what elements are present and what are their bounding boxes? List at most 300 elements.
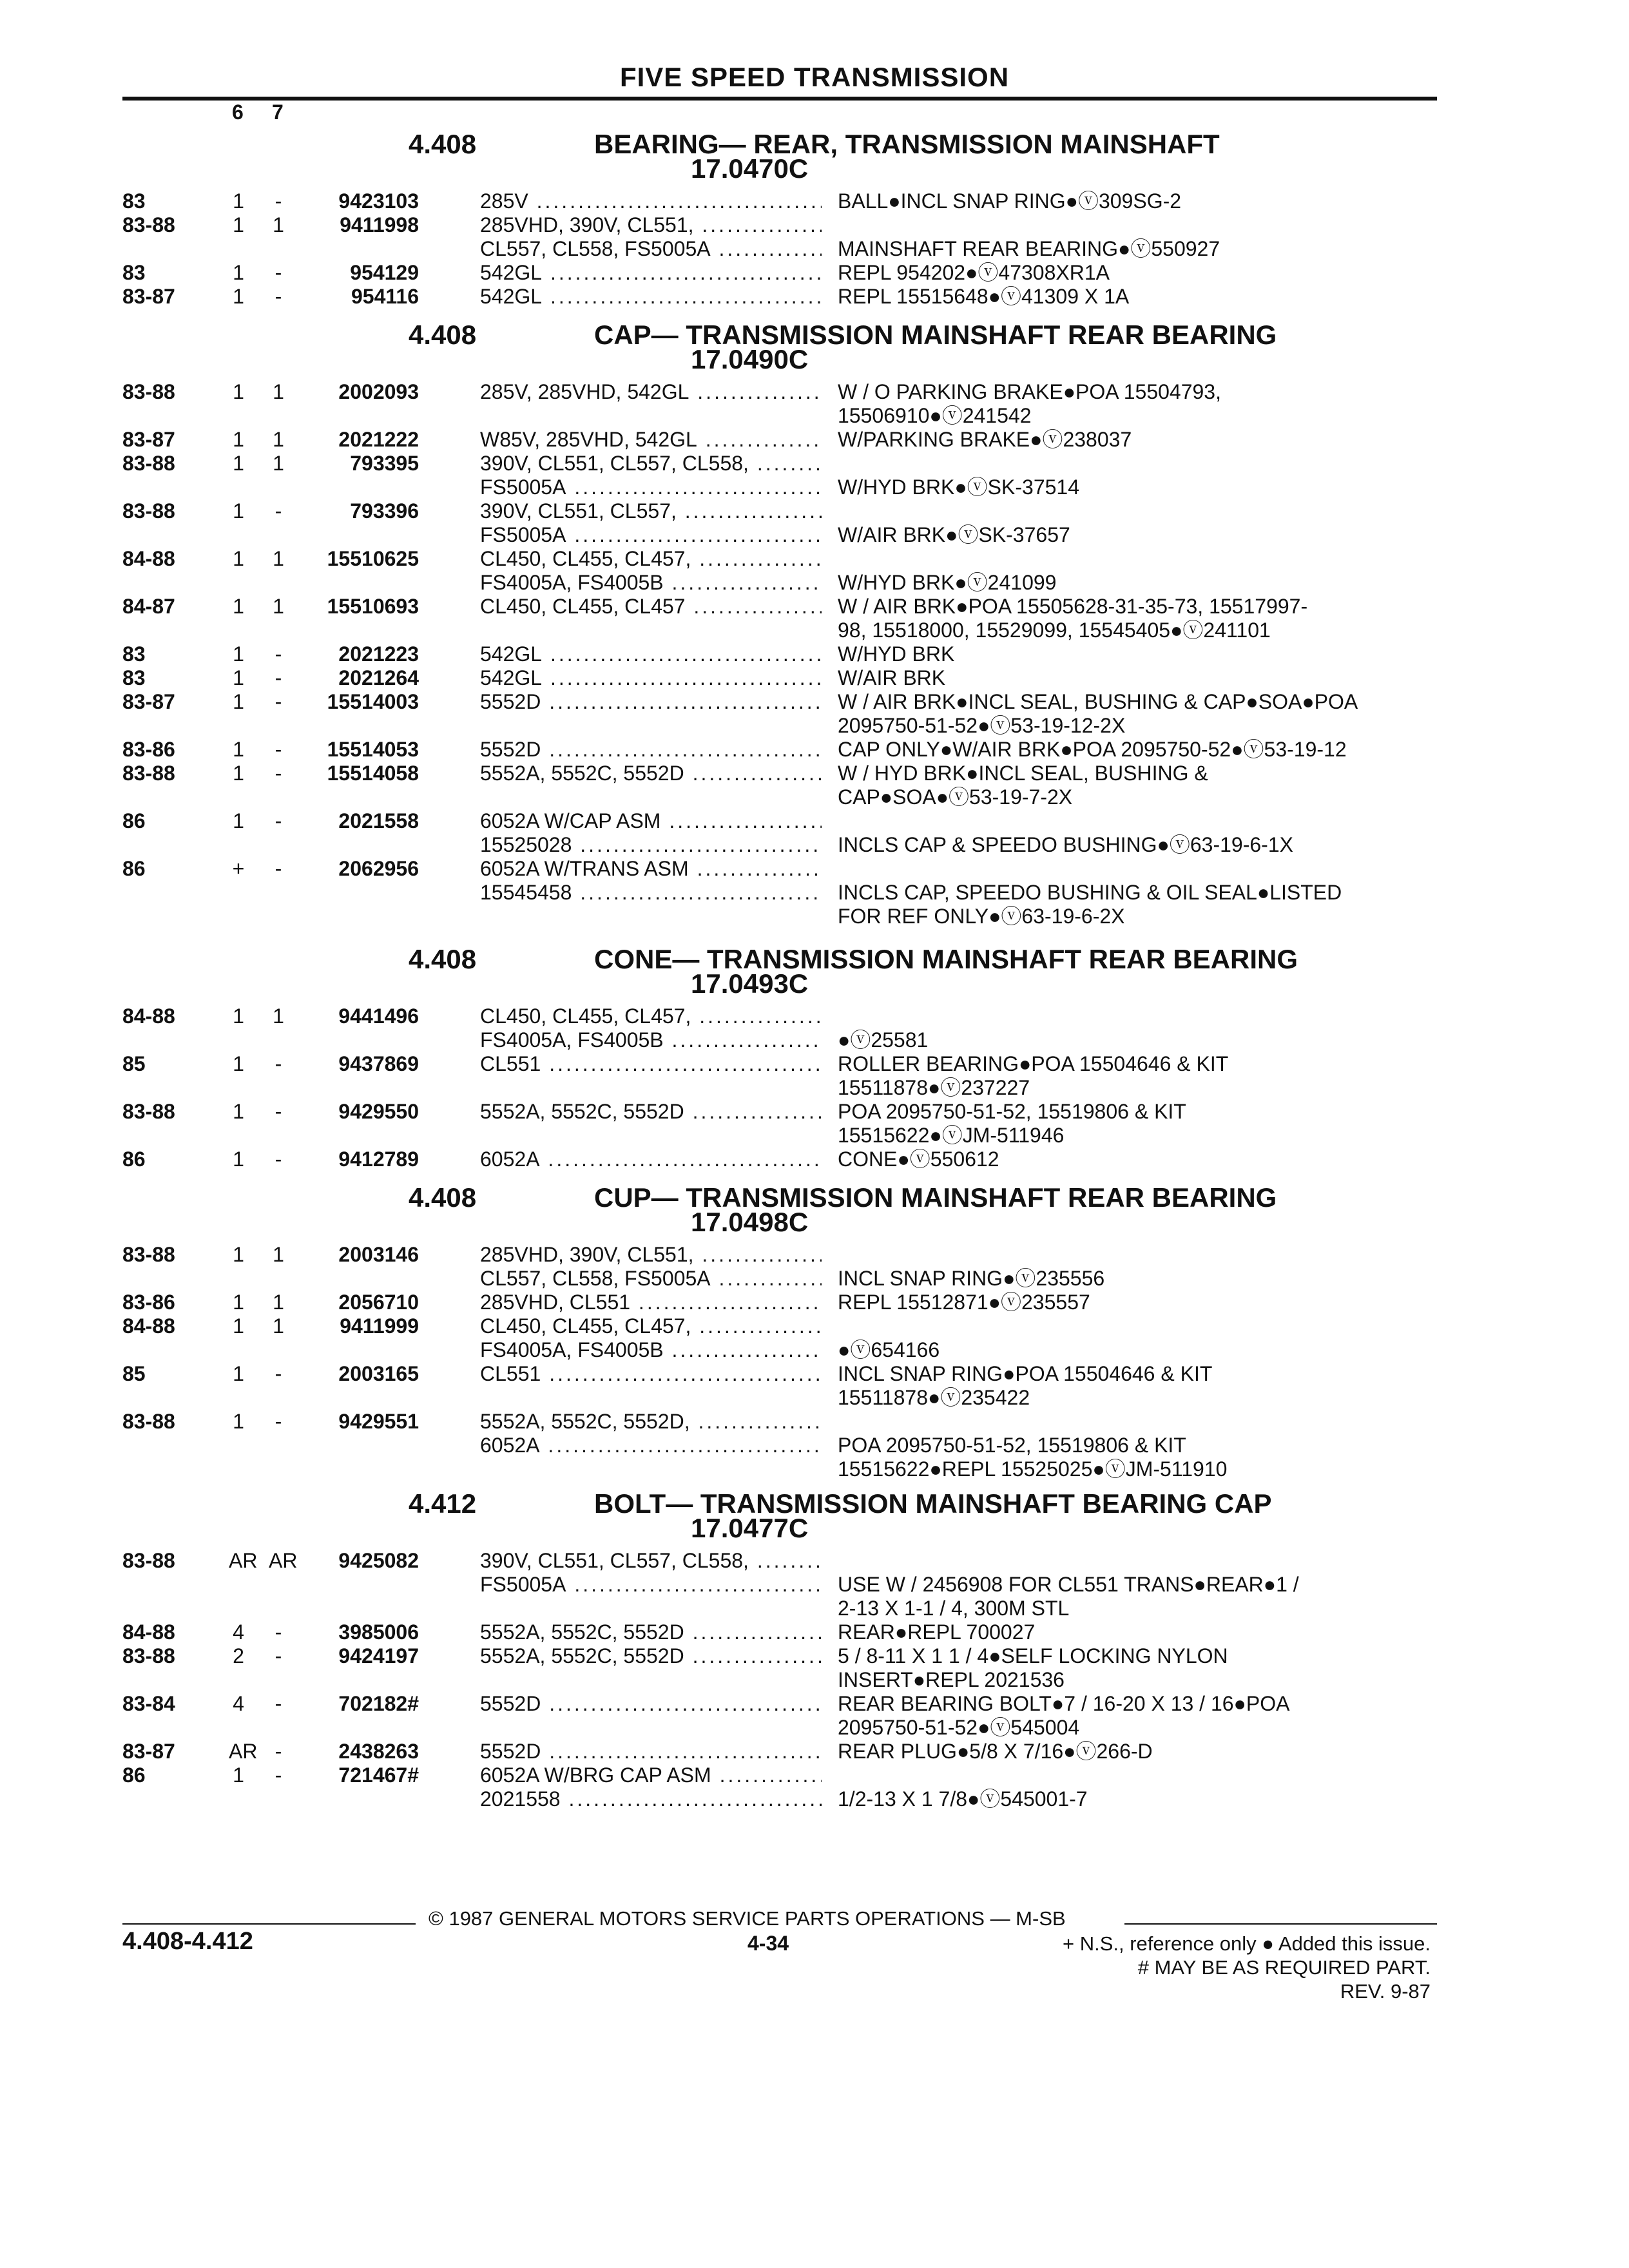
qty-col7: 1 — [273, 1243, 284, 1266]
description: POA 2095750-51-52, 15519806 & KIT — [838, 1434, 1186, 1457]
qty-col6: 2 — [233, 1644, 244, 1667]
qty-col6: 1 — [233, 499, 244, 523]
qty-col6: 4 — [233, 1620, 244, 1644]
model-applicability: 15545458 ..... — [480, 879, 822, 905]
year: 83 — [122, 642, 146, 666]
parts-row — [0, 856, 1629, 881]
parts-row — [0, 1595, 1629, 1621]
qty-col6: 4 — [233, 1692, 244, 1715]
year: 83-86 — [122, 1291, 175, 1314]
description: 98, 15518000, 15529099, 15545405●ⓥ241101 — [838, 619, 1271, 642]
parts-row — [0, 284, 1629, 309]
qty-col7: 1 — [273, 380, 284, 403]
qty-col7: - — [275, 642, 282, 666]
qty-col7: 1 — [273, 452, 284, 475]
description: W / HYD BRK●INCL SEAL, BUSHING & — [838, 762, 1208, 785]
model-applicability: 285V, 285VHD, 542GL ..... — [480, 379, 822, 405]
model-applicability: CL450, CL455, CL457 ..... — [480, 593, 822, 619]
page-number: 4-34 — [747, 1932, 789, 1955]
parts-row — [0, 689, 1629, 715]
description: W / AIR BRK●POA 15505628-31-35-73, 15517997- — [838, 595, 1308, 618]
qty-col7: - — [275, 1148, 282, 1171]
qty-col6: 1 — [233, 642, 244, 666]
parts-row — [0, 1548, 1629, 1573]
description: 2095750-51-52●ⓥ545004 — [838, 1716, 1080, 1739]
parts-row — [0, 1027, 1629, 1053]
column-number-7: 7 — [272, 101, 284, 124]
year: 83-88 — [122, 380, 175, 403]
part-number: 9441496 — [338, 1004, 419, 1028]
description: CAP ONLY●W/AIR BRK●POA 2095750-52●ⓥ53-19-12 — [838, 738, 1347, 761]
header-rule — [122, 97, 1437, 101]
parts-row — [0, 546, 1629, 572]
model-applicability: 5552A, 5552C, 5552D, ..... — [480, 1408, 822, 1434]
section-code: 17.0493C — [691, 968, 809, 999]
parts-row — [0, 1337, 1629, 1363]
model-applicability: FS4005A, FS4005B ..... — [480, 1337, 822, 1363]
year: 86 — [122, 809, 146, 832]
parts-row — [0, 1786, 1629, 1812]
year: 83-87 — [122, 690, 175, 713]
part-number: 9412789 — [338, 1148, 419, 1171]
part-number: 9429550 — [338, 1100, 419, 1123]
model-applicability: 390V, CL551, CL557, CL558, ..... — [480, 1548, 822, 1573]
model-applicability: 6052A ..... — [480, 1432, 822, 1458]
model-applicability: 6052A W/BRG CAP ASM ..... — [480, 1762, 822, 1788]
year: 83-88 — [122, 1549, 175, 1572]
section-code: 17.0477C — [691, 1513, 809, 1543]
description: MAINSHAFT REAR BEARING●ⓥ550927 — [838, 237, 1220, 260]
qty-col6: 1 — [233, 690, 244, 713]
year: 84-87 — [122, 595, 175, 618]
description: FOR REF ONLY●ⓥ63-19-6-2X — [838, 905, 1125, 928]
footer-revision: REV. 9-87 — [1340, 1980, 1431, 2003]
parts-row — [0, 403, 1629, 428]
description: 15511878●ⓥ235422 — [838, 1386, 1030, 1409]
model-applicability: W85V, 285VHD, 542GL ..... — [480, 427, 822, 452]
part-number: 793395 — [350, 452, 419, 475]
parts-row — [0, 617, 1629, 643]
parts-row — [0, 379, 1629, 405]
parts-row — [0, 1122, 1629, 1148]
part-number: 9437869 — [338, 1052, 419, 1075]
part-number: 15514058 — [327, 762, 419, 785]
section-title: CAP— TRANSMISSION MAINSHAFT REAR BEARING — [594, 320, 1277, 350]
model-applicability: 5552A, 5552C, 5552D ..... — [480, 760, 822, 786]
parts-row — [0, 1099, 1629, 1124]
model-applicability: 5552D ..... — [480, 736, 822, 762]
year: 86 — [122, 1148, 146, 1171]
part-number: 9429551 — [338, 1410, 419, 1433]
qty-col7: - — [275, 690, 282, 713]
parts-row — [0, 1265, 1629, 1291]
section-number: 4.408 — [409, 129, 477, 159]
footer-rule-right — [1124, 1923, 1437, 1925]
parts-row — [0, 832, 1629, 858]
parts-row — [0, 1003, 1629, 1029]
year: 83-88 — [122, 1410, 175, 1433]
parts-row — [0, 1715, 1629, 1740]
model-applicability: 542GL ..... — [480, 260, 822, 285]
qty-col7: - — [275, 762, 282, 785]
year: 86 — [122, 1763, 146, 1787]
qty-col6: 1 — [233, 285, 244, 308]
description: W/AIR BRK — [838, 666, 946, 689]
qty-col6: 1 — [233, 1100, 244, 1123]
model-applicability: 285VHD, 390V, CL551, ..... — [480, 212, 822, 238]
year: 83-87 — [122, 285, 175, 308]
description: INCLS CAP, SPEEDO BUSHING & OIL SEAL●LISTED — [838, 881, 1342, 904]
year: 83 — [122, 261, 146, 284]
year: 85 — [122, 1362, 146, 1385]
description: REAR BEARING BOLT●7 / 16-20 X 13 / 16●POA — [838, 1692, 1290, 1715]
qty-col7: - — [275, 1763, 282, 1787]
parts-row — [0, 1051, 1629, 1077]
qty-col7: - — [275, 261, 282, 284]
qty-col7: - — [275, 809, 282, 832]
part-number: 721467# — [338, 1763, 419, 1787]
model-applicability: 542GL ..... — [480, 284, 822, 309]
model-applicability: 285VHD, CL551 ..... — [480, 1289, 822, 1315]
parts-row — [0, 1738, 1629, 1764]
model-applicability: FS5005A ..... — [480, 522, 822, 548]
model-applicability: 15525028 ..... — [480, 832, 822, 858]
year: 84-88 — [122, 1314, 175, 1338]
parts-row — [0, 498, 1629, 524]
model-applicability: FS5005A ..... — [480, 474, 822, 500]
qty-col6: AR — [229, 1549, 258, 1572]
model-applicability: FS4005A, FS4005B ..... — [480, 570, 822, 595]
year: 83-88 — [122, 213, 175, 236]
parts-row — [0, 1456, 1629, 1482]
qty-col7: 1 — [273, 428, 284, 451]
description: INCLS CAP & SPEEDO BUSHING●ⓥ63-19-6-1X — [838, 833, 1293, 856]
model-applicability: 5552A, 5552C, 5552D ..... — [480, 1619, 822, 1645]
description: REAR●REPL 700027 — [838, 1620, 1036, 1644]
year: 83-86 — [122, 738, 175, 761]
section-title: CUP— TRANSMISSION MAINSHAFT REAR BEARING — [594, 1182, 1277, 1213]
description: REPL 15515648●ⓥ41309 X 1A — [838, 285, 1130, 308]
model-applicability: 2021558 ..... — [480, 1786, 822, 1812]
description: 15511878●ⓥ237227 — [838, 1076, 1030, 1099]
footer-notes — [889, 1932, 1431, 2003]
part-number: 2003146 — [338, 1243, 419, 1266]
year: 85 — [122, 1052, 146, 1075]
model-applicability: 285V ..... — [480, 188, 822, 214]
parts-row — [0, 1146, 1629, 1172]
footer-section-range: 4.408-4.412 — [122, 1928, 253, 1955]
model-applicability: 542GL ..... — [480, 641, 822, 667]
part-number: 15510625 — [327, 547, 419, 570]
part-number: 954116 — [351, 285, 419, 308]
year: 83 — [122, 666, 146, 689]
qty-col6: 1 — [233, 213, 244, 236]
qty-col6: 1 — [233, 261, 244, 284]
model-applicability: FS4005A, FS4005B ..... — [480, 1027, 822, 1053]
parts-row — [0, 1408, 1629, 1434]
qty-col6: 1 — [233, 1763, 244, 1787]
page-title: FIVE SPEED TRANSMISSION — [619, 62, 1010, 92]
column-number-6: 6 — [232, 101, 244, 124]
description: W / AIR BRK●INCL SEAL, BUSHING & CAP●SOA●POA — [838, 690, 1358, 713]
section-code: 17.0498C — [691, 1207, 809, 1237]
qty-col7: - — [275, 857, 282, 880]
qty-col7: - — [275, 285, 282, 308]
section-number: 4.408 — [409, 944, 477, 974]
parts-row — [0, 1762, 1629, 1788]
model-applicability: 5552D ..... — [480, 689, 822, 715]
part-number: 15514003 — [327, 690, 419, 713]
parts-row — [0, 427, 1629, 452]
model-applicability: 6052A W/CAP ASM ..... — [480, 808, 822, 834]
qty-col7: - — [275, 1620, 282, 1644]
parts-row — [0, 1385, 1629, 1410]
qty-col7: - — [275, 1644, 282, 1667]
section-code: 17.0470C — [691, 153, 809, 184]
qty-col6: 1 — [233, 1148, 244, 1171]
parts-row — [0, 1571, 1629, 1597]
part-number: 15510693 — [327, 595, 419, 618]
part-number: 2021222 — [338, 428, 419, 451]
parts-row — [0, 903, 1629, 929]
parts-row — [0, 236, 1629, 262]
part-number: 2438263 — [338, 1740, 419, 1763]
qty-col7: - — [275, 1740, 282, 1763]
description: 2-13 X 1-1 / 4, 300M STL — [838, 1597, 1070, 1620]
parts-row — [0, 593, 1629, 619]
section-title: BEARING— REAR, TRANSMISSION MAINSHAFT — [594, 129, 1220, 159]
parts-row — [0, 1313, 1629, 1339]
qty-col7: 1 — [273, 595, 284, 618]
parts-row — [0, 522, 1629, 548]
footer-rule-left — [122, 1923, 416, 1925]
qty-col6: 1 — [233, 547, 244, 570]
part-number: 9425082 — [338, 1549, 419, 1572]
qty-col6: + — [232, 857, 245, 880]
parts-row — [0, 784, 1629, 810]
year: 83-88 — [122, 762, 175, 785]
description: INCL SNAP RING●POA 15504646 & KIT — [838, 1362, 1213, 1385]
year: 83-84 — [122, 1692, 175, 1715]
year: 83-88 — [122, 1243, 175, 1266]
part-number: 2021264 — [338, 666, 419, 689]
qty-col7: - — [275, 738, 282, 761]
year: 83-88 — [122, 1644, 175, 1667]
parts-row — [0, 1667, 1629, 1693]
qty-col6: 1 — [233, 428, 244, 451]
qty-col7: 1 — [273, 1291, 284, 1314]
description: W/PARKING BRAKE●ⓥ238037 — [838, 428, 1132, 451]
year: 84-88 — [122, 1620, 175, 1644]
model-applicability: 390V, CL551, CL557, CL558, ..... — [480, 450, 822, 476]
qty-col7: 1 — [273, 213, 284, 236]
description: ●ⓥ25581 — [838, 1028, 929, 1052]
description: REPL 15512871●ⓥ235557 — [838, 1291, 1090, 1314]
qty-col7: - — [275, 189, 282, 213]
model-applicability: 285VHD, 390V, CL551, ..... — [480, 1242, 822, 1267]
qty-col6: 1 — [233, 595, 244, 618]
parts-row — [0, 879, 1629, 905]
description: W/HYD BRK●ⓥSK-37514 — [838, 476, 1080, 499]
parts-row — [0, 760, 1629, 786]
part-number: 3985006 — [338, 1620, 419, 1644]
description: CONE●ⓥ550612 — [838, 1148, 999, 1171]
qty-col7: AR — [269, 1549, 298, 1572]
qty-col7: - — [275, 666, 282, 689]
description: INCL SNAP RING●ⓥ235556 — [838, 1267, 1105, 1290]
part-number: 2021223 — [338, 642, 419, 666]
qty-col7: 1 — [273, 1004, 284, 1028]
parts-row — [0, 1619, 1629, 1645]
description: 15515622●REPL 15525025●ⓥJM-511910 — [838, 1457, 1228, 1481]
qty-col7: - — [275, 1362, 282, 1385]
parts-row — [0, 188, 1629, 214]
parts-row — [0, 260, 1629, 285]
section-number: 4.408 — [409, 320, 477, 350]
year: 86 — [122, 857, 146, 880]
year: 84-88 — [122, 1004, 175, 1028]
section-number: 4.412 — [409, 1488, 477, 1519]
qty-col6: 1 — [233, 809, 244, 832]
model-applicability: 6052A W/TRANS ASM ..... — [480, 856, 822, 881]
description: 1/2-13 X 1 7/8●ⓥ545001-7 — [838, 1787, 1088, 1811]
part-number: 954129 — [350, 261, 419, 284]
parts-row — [0, 570, 1629, 595]
description: W/HYD BRK — [838, 642, 955, 666]
description: ●ⓥ654166 — [838, 1338, 940, 1361]
section-title: BOLT— TRANSMISSION MAINSHAFT BEARING CAP — [594, 1488, 1272, 1519]
parts-row — [0, 1361, 1629, 1387]
qty-col6: 1 — [233, 1052, 244, 1075]
model-applicability: 5552A, 5552C, 5552D ..... — [480, 1099, 822, 1124]
description: CAP●SOA●ⓥ53-19-7-2X — [838, 785, 1073, 809]
description: 15506910●ⓥ241542 — [838, 404, 1032, 427]
model-applicability: 5552A, 5552C, 5552D ..... — [480, 1643, 822, 1669]
footer-note-legend: + N.S., reference only ● Added this issue. — [1062, 1932, 1431, 1955]
qty-col6: 1 — [233, 1410, 244, 1433]
description: 15515622●ⓥJM-511946 — [838, 1124, 1065, 1147]
qty-col6: 1 — [233, 666, 244, 689]
parts-row — [0, 450, 1629, 476]
qty-col6: 1 — [233, 1362, 244, 1385]
model-applicability: CL450, CL455, CL457, ..... — [480, 1313, 822, 1339]
model-applicability: CL450, CL455, CL457, ..... — [480, 546, 822, 572]
model-applicability: CL557, CL558, FS5005A ..... — [480, 236, 822, 262]
qty-col6: 1 — [233, 738, 244, 761]
qty-col7: - — [275, 1692, 282, 1715]
model-applicability: 542GL ..... — [480, 665, 822, 691]
description: REAR PLUG●5/8 X 7/16●ⓥ266-D — [838, 1740, 1153, 1763]
year: 83-88 — [122, 452, 175, 475]
footer-copyright: © 1987 GENERAL MOTORS SERVICE PARTS OPERATIONS — M-SB — [429, 1907, 1066, 1930]
parts-row — [0, 736, 1629, 762]
parts-row — [0, 713, 1629, 738]
part-number: 9411999 — [340, 1314, 419, 1338]
model-applicability: FS5005A ..... — [480, 1571, 822, 1597]
description: 2095750-51-52●ⓥ53-19-12-2X — [838, 714, 1126, 737]
model-applicability: 6052A ..... — [480, 1146, 822, 1172]
parts-row — [0, 641, 1629, 667]
qty-col7: - — [275, 1100, 282, 1123]
description: REPL 954202●ⓥ47308XR1A — [838, 261, 1110, 284]
description: BALL●INCL SNAP RING●ⓥ309SG-2 — [838, 189, 1182, 213]
section-number: 4.408 — [409, 1182, 477, 1213]
description: W/AIR BRK●ⓥSK-37657 — [838, 523, 1070, 546]
qty-col6: AR — [229, 1740, 258, 1763]
parts-row — [0, 1289, 1629, 1315]
section-title: CONE— TRANSMISSION MAINSHAFT REAR BEARING — [594, 944, 1298, 974]
description: USE W / 2456908 FOR CL551 TRANS●REAR●1 / — [838, 1573, 1299, 1596]
parts-row — [0, 808, 1629, 834]
description: W / O PARKING BRAKE●POA 15504793, — [838, 380, 1221, 403]
qty-col6: 1 — [233, 1243, 244, 1266]
part-number: 15514053 — [327, 738, 419, 761]
part-number: 702182# — [338, 1692, 419, 1715]
year: 83-88 — [122, 499, 175, 523]
year: 83-88 — [122, 1100, 175, 1123]
qty-col7: - — [275, 1052, 282, 1075]
qty-col6: 1 — [233, 189, 244, 213]
model-applicability: CL551 ..... — [480, 1051, 822, 1077]
section-code: 17.0490C — [691, 344, 809, 374]
year: 84-88 — [122, 547, 175, 570]
qty-col6: 1 — [233, 452, 244, 475]
part-number: 9423103 — [338, 189, 419, 213]
footer-note-as-required: # MAY BE AS REQUIRED PART. — [1137, 1956, 1431, 1979]
parts-row — [0, 1643, 1629, 1669]
parts-row — [0, 212, 1629, 238]
model-applicability: 390V, CL551, CL557, ..... — [480, 498, 822, 524]
qty-col7: 1 — [273, 547, 284, 570]
description: POA 2095750-51-52, 15519806 & KIT — [838, 1100, 1186, 1123]
description: ROLLER BEARING●POA 15504646 & KIT — [838, 1052, 1229, 1075]
year: 83-87 — [122, 428, 175, 451]
qty-col6: 1 — [233, 1314, 244, 1338]
year: 83 — [122, 189, 146, 213]
parts-row — [0, 665, 1629, 691]
parts-row — [0, 1242, 1629, 1267]
part-number: 2003165 — [338, 1362, 419, 1385]
part-number: 2002093 — [338, 380, 419, 403]
qty-col7: 1 — [273, 1314, 284, 1338]
model-applicability: CL450, CL455, CL457, ..... — [480, 1003, 822, 1029]
qty-col6: 1 — [233, 380, 244, 403]
part-number: 9411998 — [340, 213, 419, 236]
model-applicability: 5552D ..... — [480, 1691, 822, 1716]
part-number: 793396 — [350, 499, 419, 523]
model-applicability: 5552D ..... — [480, 1738, 822, 1764]
description: INSERT●REPL 2021536 — [838, 1668, 1065, 1691]
part-number: 9424197 — [338, 1644, 419, 1667]
qty-col6: 1 — [233, 1004, 244, 1028]
description: 5 / 8-11 X 1 1 / 4●SELF LOCKING NYLON — [838, 1644, 1228, 1667]
parts-row — [0, 474, 1629, 500]
year: 83-87 — [122, 1740, 175, 1763]
qty-col6: 1 — [233, 762, 244, 785]
part-number: 2021558 — [338, 809, 419, 832]
qty-col6: 1 — [233, 1291, 244, 1314]
description: W/HYD BRK●ⓥ241099 — [838, 571, 1057, 594]
model-applicability: CL551 ..... — [480, 1361, 822, 1387]
part-number: 2062956 — [338, 857, 419, 880]
parts-row — [0, 1432, 1629, 1458]
parts-row — [0, 1075, 1629, 1100]
qty-col7: - — [275, 1410, 282, 1433]
model-applicability: CL557, CL558, FS5005A ..... — [480, 1265, 822, 1291]
qty-col7: - — [275, 499, 282, 523]
part-number: 2056710 — [338, 1291, 419, 1314]
parts-row — [0, 1691, 1629, 1716]
